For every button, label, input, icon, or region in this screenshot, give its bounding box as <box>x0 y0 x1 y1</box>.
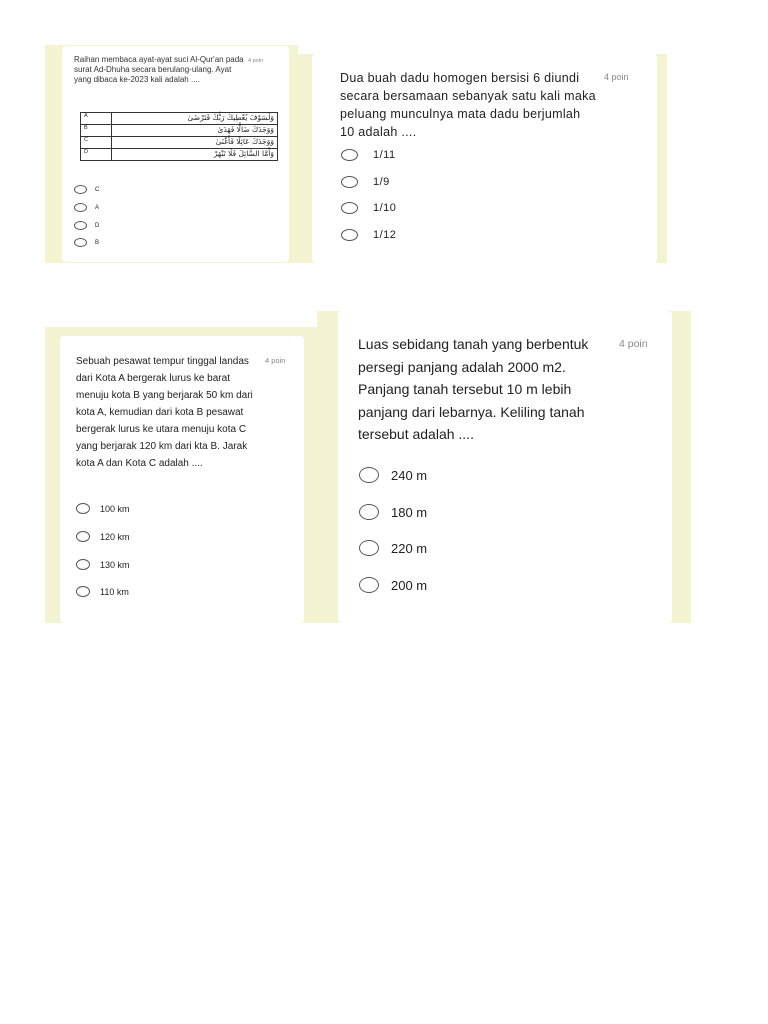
q3-option-1[interactable] <box>76 503 130 514</box>
question-3-text: Sebuah pesawat tempur tinggal landas dari Kota A bergerak lurus ke barat menuju kota B yang berjarak 50 km dari kota A, kemudian dari kota B pesawat bergerak lurus ke utara menuju kota C yang berjarak 120 km dari kta B. Jarak kota A dan Kota C adalah .... <box>76 356 253 469</box>
radio-button-icon[interactable] <box>341 149 358 161</box>
table-row <box>81 149 278 161</box>
q2-option-1[interactable] <box>341 149 396 161</box>
radio-button-icon[interactable] <box>341 202 358 214</box>
radio-button-icon[interactable] <box>359 540 379 556</box>
q4-option-2[interactable] <box>359 504 427 520</box>
table-letter: A <box>81 113 112 125</box>
q4-option-4[interactable] <box>359 577 427 593</box>
q1-option-1[interactable] <box>74 185 99 194</box>
answer-key-table <box>80 112 278 161</box>
question-1-points: 4 poin <box>248 58 263 64</box>
option-label: 220 m <box>391 540 428 556</box>
radio-button-icon[interactable] <box>74 185 87 194</box>
q1-option-4[interactable] <box>74 238 99 247</box>
radio-button-icon[interactable] <box>74 221 87 230</box>
question-2-points: 4 poin <box>604 72 629 82</box>
table-arabic-verse: وَلَسَوْفَ يُعْطِيكَ رَبُّكَ فَتَرْضَىٰ <box>112 113 278 125</box>
option-label: 200 m <box>391 577 428 593</box>
radio-button-icon[interactable] <box>341 229 358 241</box>
table-letter: C <box>81 137 112 149</box>
table-arabic-verse: وَأَمَّا السَّائِلَ فَلَا تَنْهَرْ <box>112 149 278 161</box>
option-label: 100 km <box>100 503 130 514</box>
question-4-text: Luas sebidang tanah yang berbentuk persegi panjang adalah 2000 m2. Panjang tanah tersebut 10 m lebih panjang dari lebarnya. Keliling tanah tersebut adalah .... <box>358 336 589 442</box>
option-label: C <box>95 186 100 193</box>
table-row <box>81 113 278 125</box>
q4-option-1[interactable] <box>359 467 427 483</box>
radio-button-icon[interactable] <box>74 238 87 247</box>
q1-option-2[interactable] <box>74 203 99 212</box>
q2-option-3[interactable] <box>341 202 396 214</box>
q3-option-2[interactable] <box>76 531 130 542</box>
option-label: 1/10 <box>373 202 397 214</box>
q4-option-3[interactable] <box>359 540 427 556</box>
question-3-points: 4 poin <box>265 356 286 365</box>
option-label: 240 m <box>391 467 428 483</box>
radio-button-icon[interactable] <box>76 531 90 542</box>
question-1-text: Raihan membaca ayat-ayat suci Al-Qur'an pada surat Ad-Dhuha secara berulang-ulang. Ayat yang dibaca ke-2023 kali adalah .... <box>74 55 244 84</box>
q2-option-2[interactable] <box>341 176 390 188</box>
table-letter: D <box>81 149 112 161</box>
table-letter: B <box>81 125 112 137</box>
radio-button-icon[interactable] <box>76 503 90 514</box>
radio-button-icon[interactable] <box>359 577 379 593</box>
radio-button-icon[interactable] <box>76 559 90 570</box>
option-label: 1/11 <box>373 149 396 161</box>
radio-button-icon[interactable] <box>76 586 90 597</box>
table-row <box>81 137 278 149</box>
option-label: 120 km <box>100 531 130 542</box>
table-arabic-verse: وَوَجَدَكَ عَائِلًا فَأَغْنَىٰ <box>112 137 278 149</box>
q3-option-3[interactable] <box>76 559 130 570</box>
radio-button-icon[interactable] <box>74 203 87 212</box>
question-2-text: Dua buah dadu homogen bersisi 6 diundi secara bersamaan sebanyak satu kali maka peluang munculnya mata dadu berjumlah 10 adalah .... <box>340 71 596 139</box>
question-4-points: 4 poin <box>619 338 648 350</box>
option-label: 130 km <box>100 559 130 570</box>
table-row <box>81 125 278 137</box>
option-label: B <box>95 239 100 246</box>
option-label: 180 m <box>391 504 428 520</box>
table-arabic-verse: وَوَجَدَكَ ضَالًّا فَهَدَىٰ <box>112 125 278 137</box>
q1-option-3[interactable] <box>74 221 99 230</box>
option-label: A <box>95 204 100 211</box>
q2-option-4[interactable] <box>341 229 396 241</box>
option-label: 1/9 <box>373 176 390 188</box>
q3-option-4[interactable] <box>76 586 129 597</box>
option-label: 1/12 <box>373 229 397 241</box>
radio-button-icon[interactable] <box>341 176 358 188</box>
radio-button-icon[interactable] <box>359 504 379 520</box>
radio-button-icon[interactable] <box>359 467 379 483</box>
option-label: D <box>95 222 100 229</box>
option-label: 110 km <box>100 586 129 597</box>
